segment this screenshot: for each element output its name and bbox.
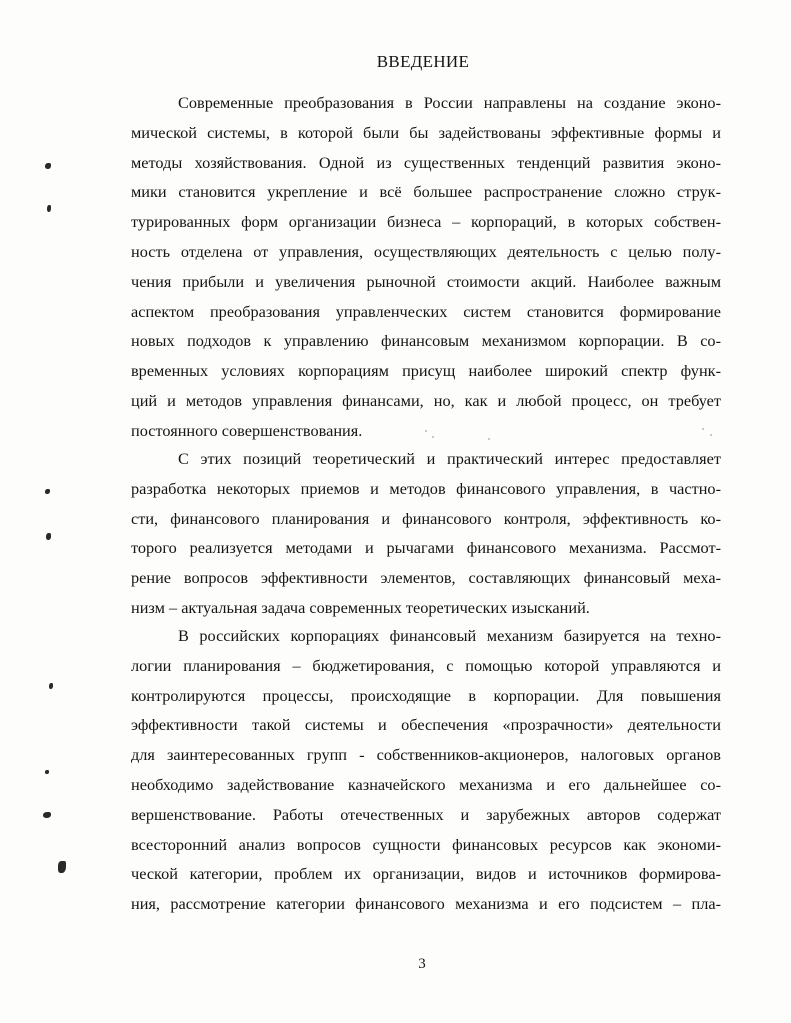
text-line: турированных форм организации бизнеса – корпораций, в которых собствен-: [131, 212, 721, 232]
text-line: ния, рассмотрение категории финансового механизма и его подсистем – пла-: [131, 894, 721, 914]
text-line: ность отделена от управления, осуществляющих деятельность с целью полу-: [131, 241, 721, 261]
text-line: мики становится укрепление и всё большее распространение сложно струк-: [131, 182, 721, 202]
text-line: постоянного совершенствования.: [131, 420, 363, 440]
text-line: ческой категории, проблем их организации, видов и источников формирова-: [131, 864, 721, 884]
text-line: методы хозяйствования. Одной из существенных тенденций развития эконо-: [131, 152, 721, 172]
text-line: рение вопросов эффективности элементов, составляющих финансовый меха-: [131, 568, 721, 588]
text-line: логии планирования – бюджетирования, с помощью которой управляются и: [131, 655, 721, 675]
paragraph-1: [131, 88, 721, 446]
paragraph-3: [131, 621, 721, 919]
scan-mark: [49, 683, 53, 689]
scan-mark: [45, 489, 50, 494]
text-line: С этих позиций теоретический и практический интерес предоставляет: [178, 449, 721, 468]
text-line: низм – актуальная задача современных теоретических изысканий.: [131, 597, 590, 617]
text-line: эффективности такой системы и обеспечения «прозрачности» деятельности: [131, 715, 721, 735]
scan-mark: [45, 770, 49, 774]
scan-mark: [46, 533, 51, 540]
text-line: вершенствование. Работы отечественных и зарубежных авторов содержат: [131, 804, 721, 824]
page-number: 3: [418, 956, 426, 972]
text-line: разработка некоторых приемов и методов финансового управления, в частно-: [131, 478, 721, 498]
text-line: Современные преобразования в России направлены на создание эконо-: [178, 93, 721, 112]
scan-mark: [58, 861, 66, 873]
paragraph-2: [131, 444, 721, 623]
text-line: В российских корпорациях финансовый механизм базируется на техно-: [178, 626, 721, 645]
text-line: для заинтересованных групп - собственников-акционеров, налоговых органов: [131, 745, 721, 765]
text-line: новых подходов к управлению финансовым механизмом корпорации. В со-: [131, 331, 721, 351]
text-line: торого реализуется методами и рычагами финансового механизма. Рассмот-: [131, 538, 721, 558]
document-title: ВВЕДЕНИЕ: [376, 52, 470, 71]
text-line: сти, финансового планирования и финансового контроля, эффективность ко-: [131, 508, 721, 528]
text-line: чения прибыли и увеличения рыночной стоимости акций. Наиболее важным: [131, 271, 721, 291]
text-line: необходимо задействование казначейского механизма и его дальнейшее со-: [131, 774, 721, 794]
text-line: мической системы, в которой были бы задействованы эффективные формы и: [131, 122, 721, 142]
text-line: всесторонний анализ вопросов сущности финансовых ресурсов как экономи-: [131, 834, 721, 854]
text-line: ций и методов управления финансами, но, как и любой процесс, он требует: [131, 390, 721, 410]
text-line: аспектом преобразования управленческих систем становится формирование: [131, 301, 721, 321]
scan-mark: [47, 205, 51, 212]
text-line: временных условиях корпорациям присущ наиболее широкий спектр функ-: [131, 361, 721, 381]
scan-mark: [45, 163, 51, 169]
text-line: контролируются процессы, происходящие в корпорации. Для повышения: [131, 685, 721, 705]
scan-mark: [43, 812, 51, 818]
